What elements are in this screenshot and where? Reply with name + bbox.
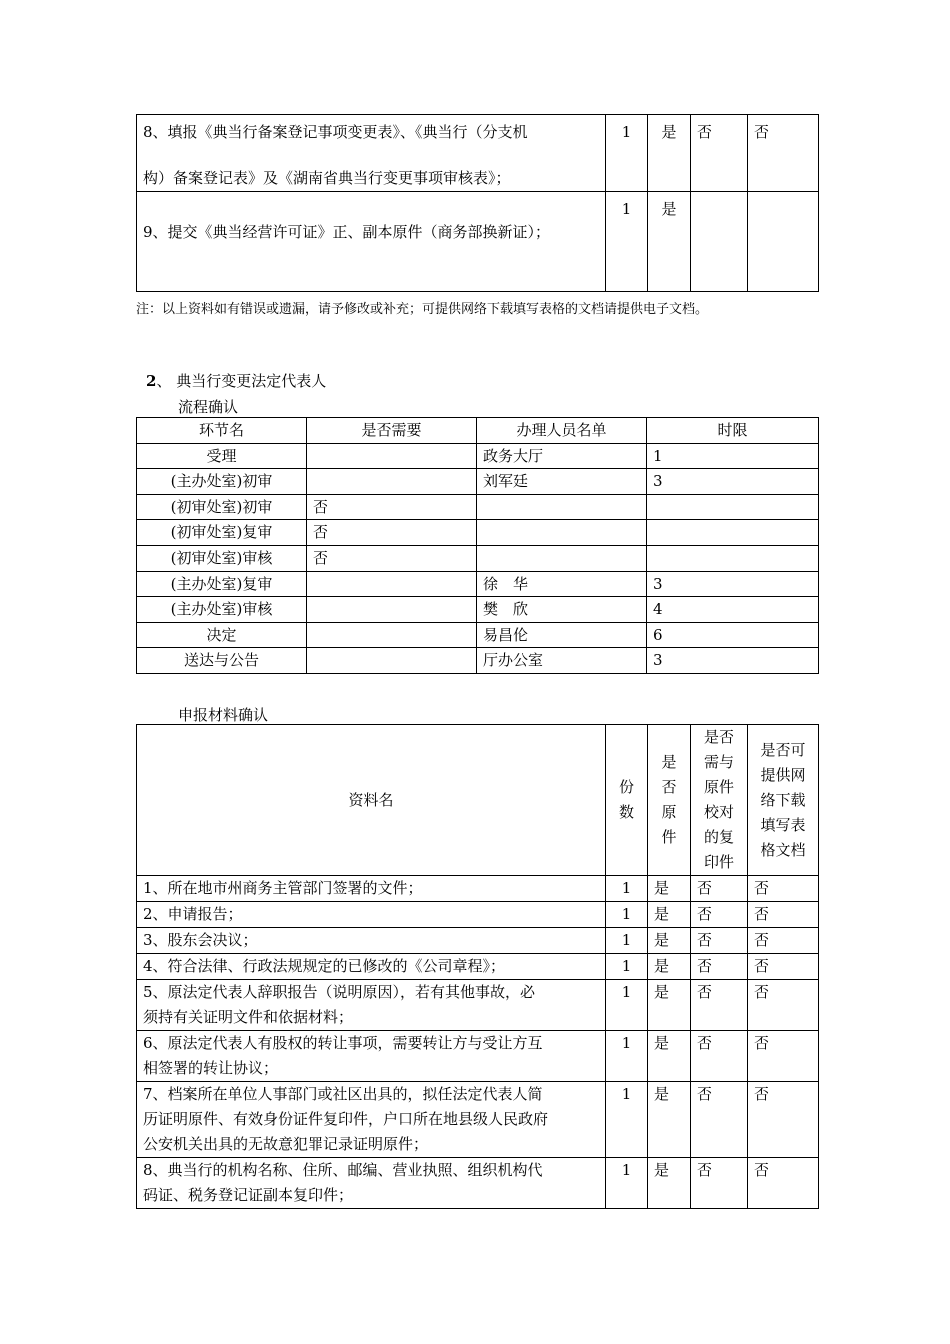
material-name: 5、原法定代表人辞职报告（说明原因），若有其他事故，必 须持有关证明文件和依据材料； xyxy=(137,980,606,1031)
original-cell: 是 xyxy=(648,1031,691,1082)
required-cell xyxy=(307,443,477,469)
table-row xyxy=(137,954,819,980)
copies-cell: 1 xyxy=(606,1158,648,1209)
top-materials-table xyxy=(136,114,819,292)
table-header-row xyxy=(137,725,819,876)
material-name: 2、申请报告； xyxy=(137,902,606,928)
table-row xyxy=(137,469,819,495)
staff-cell xyxy=(477,494,647,520)
required-cell xyxy=(307,597,477,623)
original-cell: 是 xyxy=(648,1158,691,1209)
column-header-download: 是否可 提供网 络下载 填写表 格文档 xyxy=(748,725,819,876)
copies-cell: 1 xyxy=(606,192,648,292)
table-row xyxy=(137,876,819,902)
verify-cell: 否 xyxy=(691,876,748,902)
step-cell: 受理 xyxy=(137,443,307,469)
material-name: 3、股东会决议； xyxy=(137,928,606,954)
verify-cell: 否 xyxy=(691,1082,748,1158)
material-name: 7、档案所在单位人事部门或社区出具的，拟任法定代表人简 历证明原件、有效身份证件复印件，户口所在地县级人民政府 公安机关出具的无故意犯罪记录证明原件； xyxy=(137,1082,606,1158)
verify-cell: 否 xyxy=(691,1158,748,1209)
staff-cell: 刘军廷 xyxy=(477,469,647,495)
staff-cell: 樊 欣 xyxy=(477,597,647,623)
copies-cell: 1 xyxy=(606,928,648,954)
copies-cell: 1 xyxy=(606,980,648,1031)
materials-title: 申报材料确认 xyxy=(178,706,269,724)
column-header-name: 资料名 xyxy=(137,725,606,876)
required-cell xyxy=(307,622,477,648)
required-cell: 否 xyxy=(307,545,477,571)
table-row xyxy=(137,545,819,571)
limit-cell: 4 xyxy=(647,597,819,623)
column-header: 环节名 xyxy=(137,418,307,444)
limit-cell xyxy=(647,494,819,520)
table-row xyxy=(137,192,819,292)
verify-cell: 否 xyxy=(691,980,748,1031)
staff-cell xyxy=(477,520,647,546)
download-cell xyxy=(748,192,819,292)
table-row xyxy=(137,443,819,469)
limit-cell: 3 xyxy=(647,648,819,674)
verify-cell: 否 xyxy=(691,1031,748,1082)
staff-cell: 易昌伦 xyxy=(477,622,647,648)
column-header: 办理人员名单 xyxy=(477,418,647,444)
limit-cell: 6 xyxy=(647,622,819,648)
required-cell: 否 xyxy=(307,520,477,546)
required-cell: 否 xyxy=(307,494,477,520)
verify-cell: 否 xyxy=(691,954,748,980)
step-cell: (主办处室)初审 xyxy=(137,469,307,495)
column-header: 是否需要 xyxy=(307,418,477,444)
required-cell xyxy=(307,571,477,597)
step-cell: 送达与公告 xyxy=(137,648,307,674)
table-row xyxy=(137,115,819,192)
table-row xyxy=(137,494,819,520)
copies-cell: 1 xyxy=(606,954,648,980)
limit-cell: 3 xyxy=(647,469,819,495)
copies-cell: 1 xyxy=(606,115,648,192)
original-cell: 是 xyxy=(648,928,691,954)
copies-cell: 1 xyxy=(606,876,648,902)
step-cell: (主办处室)复审 xyxy=(137,571,307,597)
original-cell: 是 xyxy=(648,115,691,192)
table-row xyxy=(137,597,819,623)
material-name: 4、符合法律、行政法规规定的已修改的《公司章程》； xyxy=(137,954,606,980)
material-name: 9、提交《典当经营许可证》正、副本原件（商务部换新证）； xyxy=(137,192,606,292)
download-cell: 否 xyxy=(748,928,819,954)
verify-cell xyxy=(691,192,748,292)
staff-cell: 徐 华 xyxy=(477,571,647,597)
original-cell: 是 xyxy=(648,902,691,928)
original-cell: 是 xyxy=(648,192,691,292)
limit-cell: 1 xyxy=(647,443,819,469)
download-cell: 否 xyxy=(748,876,819,902)
original-cell: 是 xyxy=(648,876,691,902)
materials-table xyxy=(136,724,819,1209)
original-cell: 是 xyxy=(648,954,691,980)
flow-table xyxy=(136,417,819,674)
flow-title: 流程确认 xyxy=(178,398,239,416)
download-cell: 否 xyxy=(748,954,819,980)
table-row xyxy=(137,1031,819,1082)
limit-cell xyxy=(647,545,819,571)
limit-cell xyxy=(647,520,819,546)
verify-cell: 否 xyxy=(691,928,748,954)
download-cell: 否 xyxy=(748,1158,819,1209)
step-cell: (初审处室)审核 xyxy=(137,545,307,571)
verify-cell: 否 xyxy=(691,902,748,928)
table-row xyxy=(137,1082,819,1158)
download-cell: 否 xyxy=(748,115,819,192)
material-name: 6、原法定代表人有股权的转让事项，需要转让方与受让方互 相签署的转让协议； xyxy=(137,1031,606,1082)
copies-cell: 1 xyxy=(606,902,648,928)
table-row xyxy=(137,648,819,674)
table-header-row xyxy=(137,418,819,444)
table-row xyxy=(137,571,819,597)
table-row xyxy=(137,1158,819,1209)
limit-cell: 3 xyxy=(647,571,819,597)
staff-cell: 厅办公室 xyxy=(477,648,647,674)
table-row xyxy=(137,520,819,546)
verify-cell: 否 xyxy=(691,115,748,192)
column-header: 时限 xyxy=(647,418,819,444)
step-cell: (主办处室)审核 xyxy=(137,597,307,623)
original-cell: 是 xyxy=(648,1082,691,1158)
table-row xyxy=(137,980,819,1031)
copies-cell: 1 xyxy=(606,1031,648,1082)
material-name: 8、填报《典当行备案登记事项变更表》、《典当行（分支机 构）备案登记表》及《湖南省典当行变更事项审核表》； xyxy=(137,115,606,192)
original-cell: 是 xyxy=(648,980,691,1031)
download-cell: 否 xyxy=(748,902,819,928)
required-cell xyxy=(307,469,477,495)
table-row xyxy=(137,622,819,648)
copies-cell: 1 xyxy=(606,1082,648,1158)
staff-cell xyxy=(477,545,647,571)
download-cell: 否 xyxy=(748,1031,819,1082)
note-text: 注：以上资料如有错误或遗漏，请予修改或补充；可提供网络下载填写表格的文档请提供电子文档。 xyxy=(136,302,709,317)
table-row xyxy=(137,902,819,928)
step-cell: 决定 xyxy=(137,622,307,648)
step-cell: (初审处室)复审 xyxy=(137,520,307,546)
download-cell: 否 xyxy=(748,1082,819,1158)
column-header-original: 是 否 原 件 xyxy=(648,725,691,876)
step-cell: (初审处室)初审 xyxy=(137,494,307,520)
material-name: 8、典当行的机构名称、住所、邮编、营业执照、组织机构代 码证、税务登记证副本复印件； xyxy=(137,1158,606,1209)
table-row xyxy=(137,928,819,954)
required-cell xyxy=(307,648,477,674)
section-heading: 2、 典当行变更法定代表人 xyxy=(146,372,327,390)
download-cell: 否 xyxy=(748,980,819,1031)
column-header-verify: 是否 需与 原件 校对 的复 印件 xyxy=(691,725,748,876)
staff-cell: 政务大厅 xyxy=(477,443,647,469)
material-name: 1、所在地市州商务主管部门签署的文件； xyxy=(137,876,606,902)
column-header-copies: 份 数 xyxy=(606,725,648,876)
